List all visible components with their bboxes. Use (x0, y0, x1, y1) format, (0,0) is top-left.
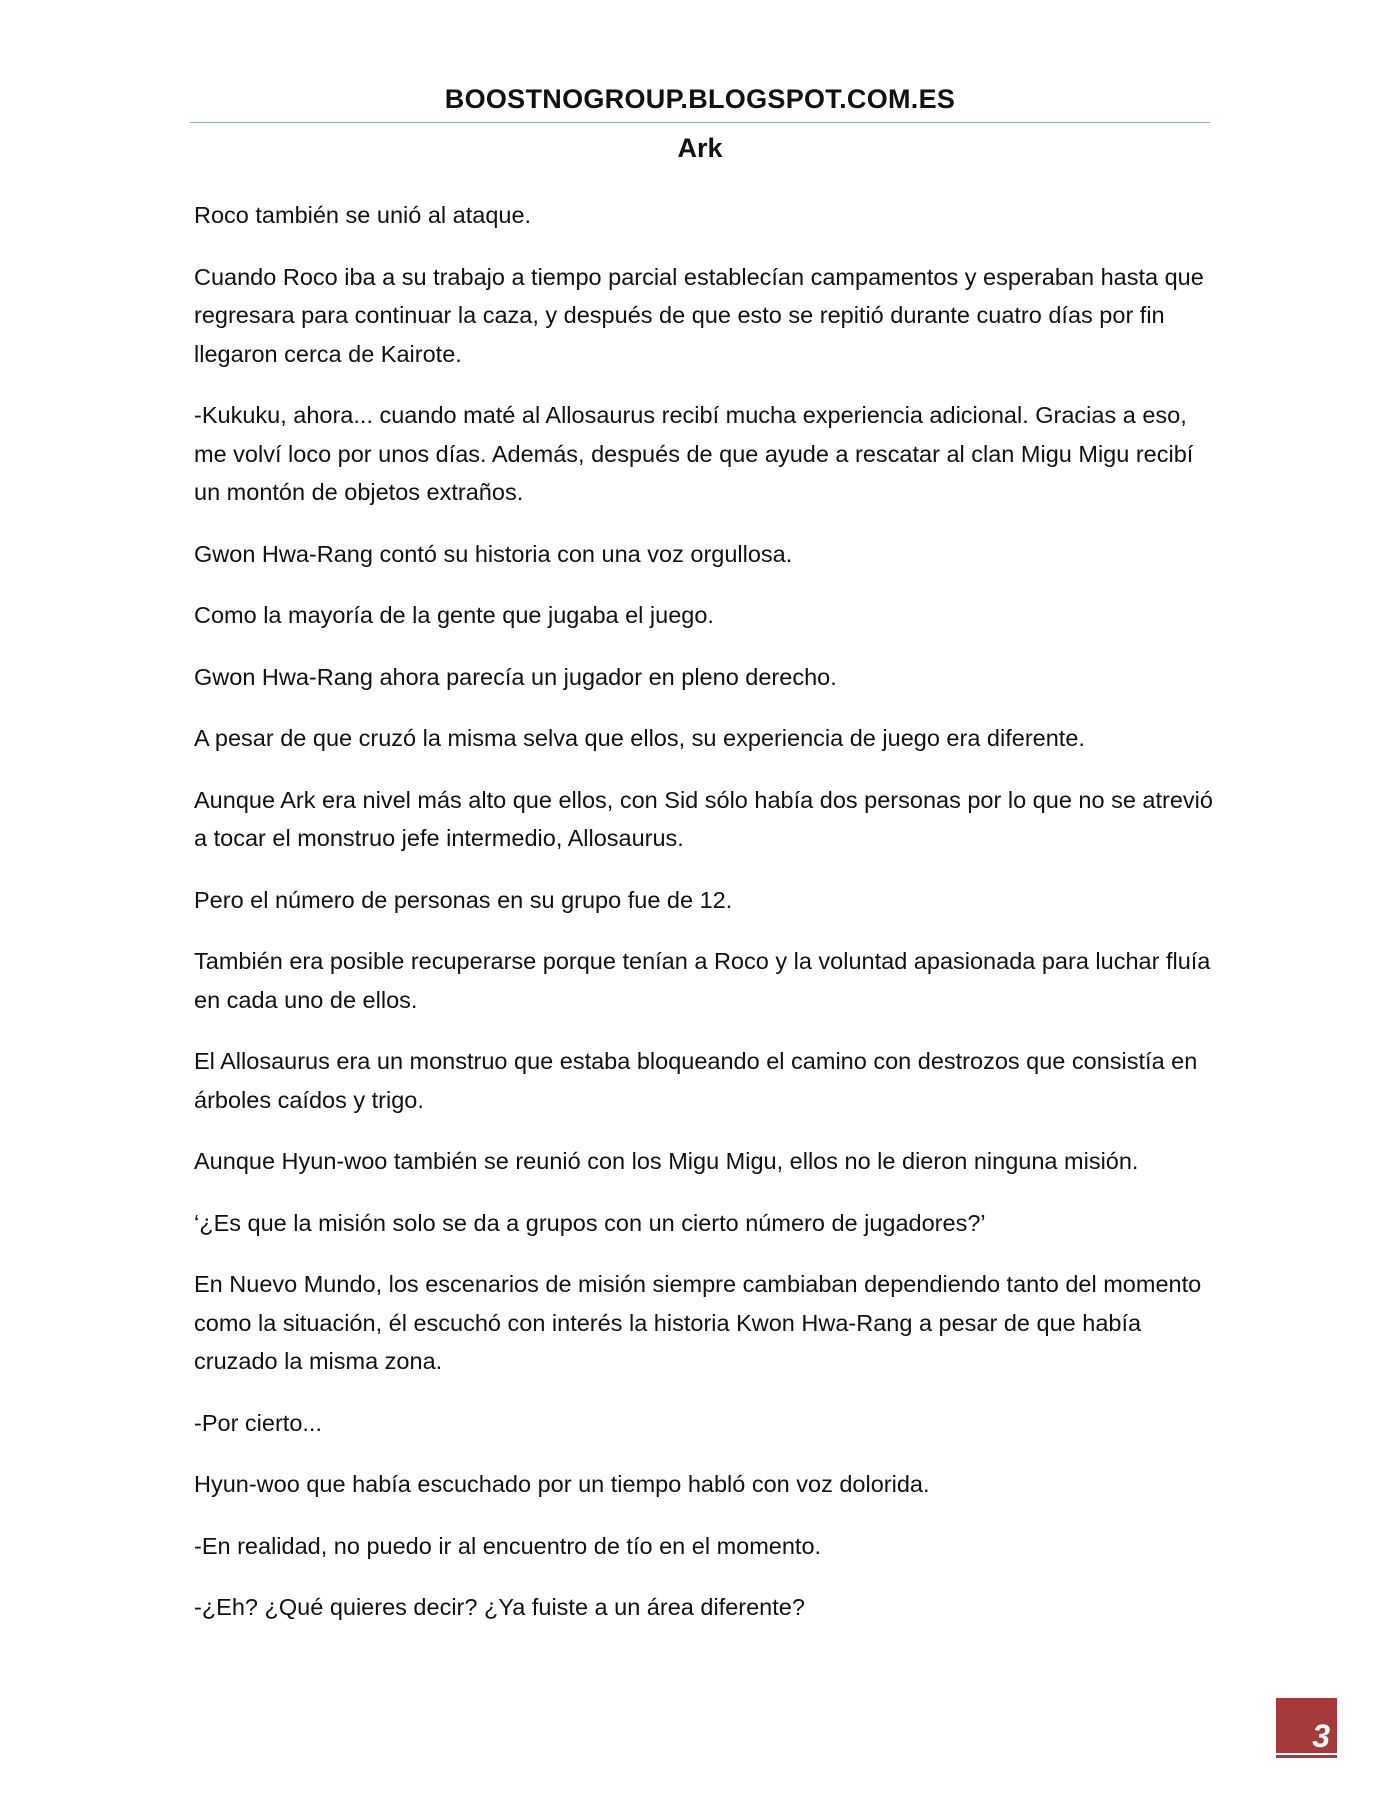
page-number: 3 (1312, 1718, 1330, 1754)
site-title: BOOSTNOGROUP.BLOGSPOT.COM.ES (190, 82, 1210, 123)
paragraph: Hyun-woo que había escuchado por un tiempo habló con voz dolorida. (194, 1471, 930, 1497)
body-text (194, 196, 1224, 1650)
document-title: Ark (677, 133, 723, 163)
paragraph: -Por cierto... (194, 1409, 322, 1436)
paragraph: Cuando Roco iba a su trabajo a tiempo parcial establecían campamentos y esperaban hasta que regresara para continuar la caza, y después de que esto se repitió durante cuatro días por fin llegaron cerca de Kairote. (194, 263, 1204, 367)
paragraph: -Kukuku, ahora... cuando maté al Allosaurus recibí mucha experiencia adicional. Gracias a eso, me volví loco por unos días. Además, después de que ayude a rescatar al clan Migu Migu recibí un montón de objetos extraños. (194, 402, 1194, 505)
paragraph: Aunque Hyun-woo también se reunió con los Migu Migu, ellos no le dieron ninguna misión. (194, 1148, 1139, 1174)
paragraph: Gwon Hwa-Rang contó su historia con una voz orgullosa. (194, 540, 793, 567)
paragraph: Roco también se unió al ataque. (194, 202, 532, 228)
paragraph: También era posible recuperarse porque tenían a Roco y la voluntad apasionada para luchar fluía en cada uno de ellos. (194, 948, 1211, 1013)
paragraph: El Allosaurus era un monstruo que estaba bloqueando el camino con destrozos que consistía en árboles caídos y trigo. (194, 1048, 1198, 1113)
paragraph: -¿Eh? ¿Qué quieres decir? ¿Ya fuiste a un área diferente? (194, 1594, 805, 1620)
page-number-badge (1276, 1698, 1337, 1758)
paragraph: A pesar de que cruzó la misma selva que ellos, su experiencia de juego era diferente. (194, 725, 1085, 751)
paragraph: Gwon Hwa-Rang ahora parecía un jugador en pleno derecho. (194, 663, 837, 690)
paragraph: ‘¿Es que la misión solo se da a grupos con un cierto número de jugadores?’ (194, 1209, 986, 1236)
paragraph: Aunque Ark era nivel más alto que ellos, con Sid sólo había dos personas por lo que no se atrevió a tocar el monstruo jefe intermedio, Allosaurus. (194, 786, 1213, 851)
page-header (190, 82, 1210, 165)
paragraph: -En realidad, no puedo ir al encuentro de tío en el momento. (194, 1532, 822, 1559)
paragraph: Pero el número de personas en su grupo fue de 12. (194, 886, 733, 913)
paragraph: En Nuevo Mundo, los escenarios de misión siempre cambiaban dependiendo tanto del momento como la situación, él escuchó con interés la historia Kwon Hwa-Rang a pesar de que había cruzado la misma zona. (194, 1271, 1202, 1374)
paragraph: Como la mayoría de la gente que jugaba el juego. (194, 602, 714, 628)
